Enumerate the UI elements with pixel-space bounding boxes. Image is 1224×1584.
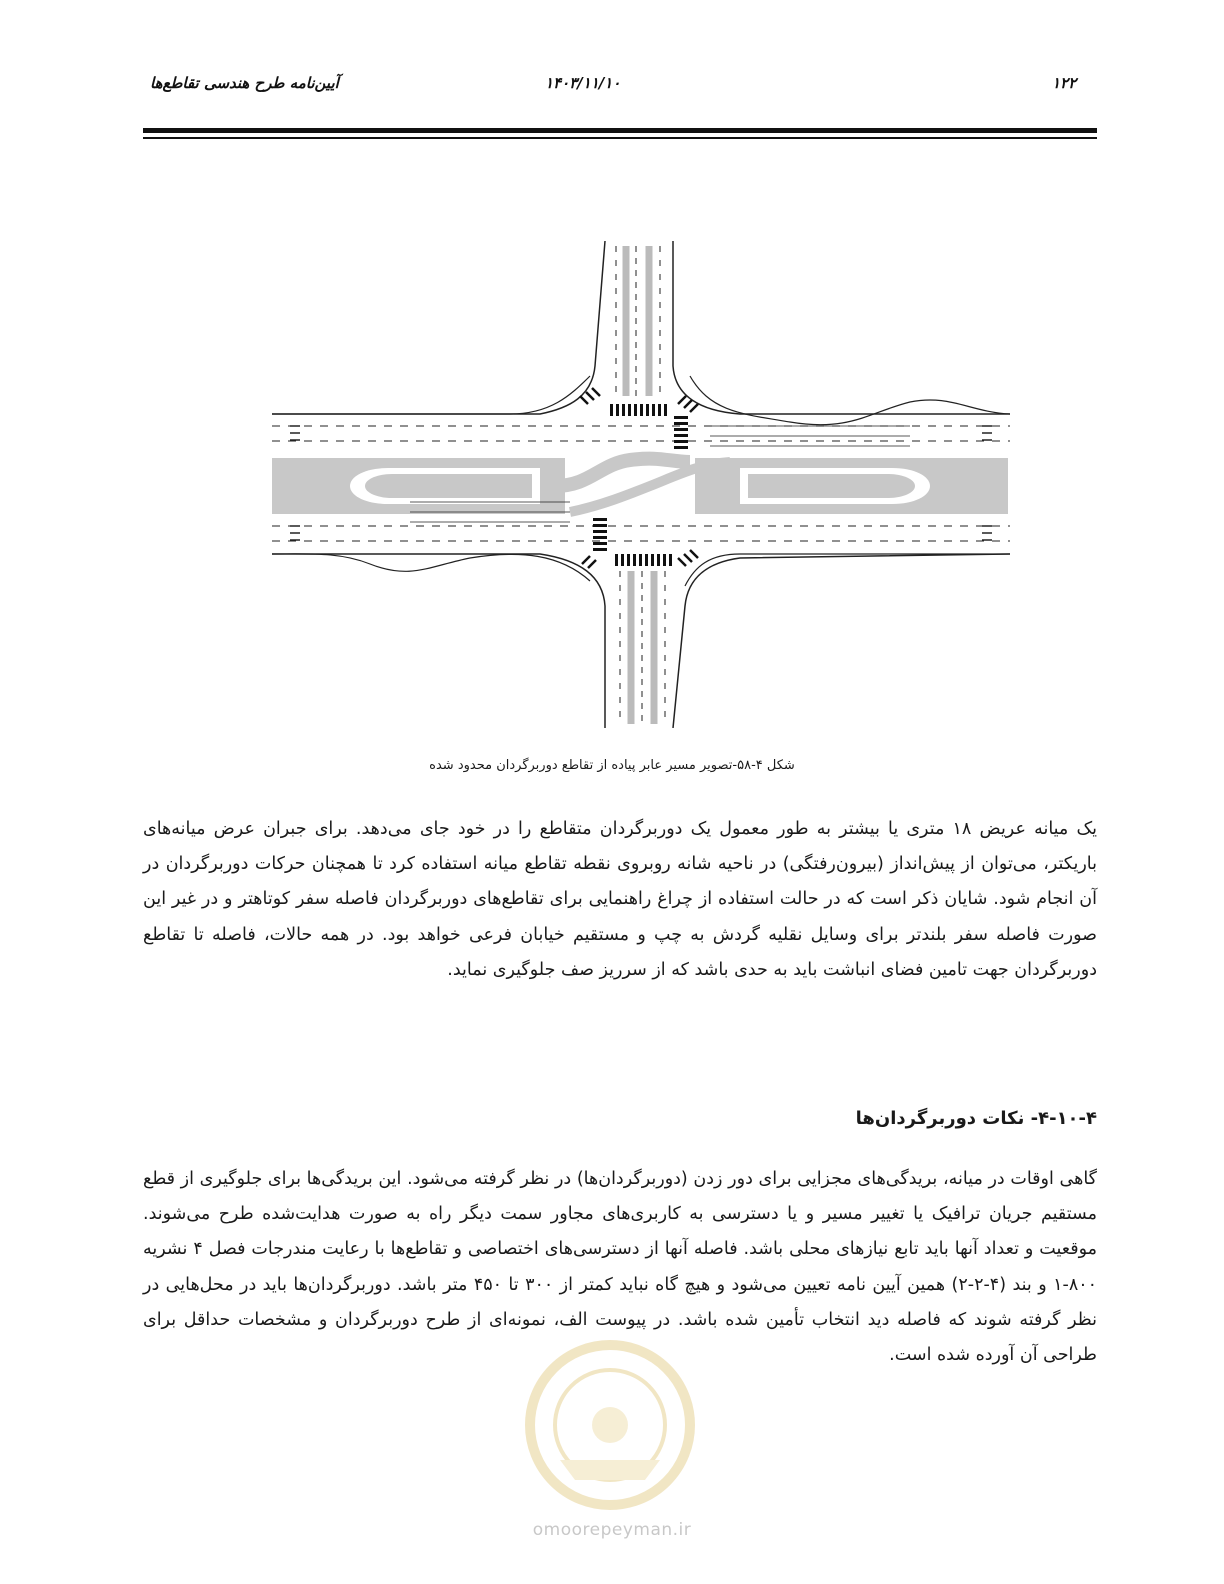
body-paragraph-1 [143, 812, 1097, 988]
header-rule-thick [143, 128, 1097, 133]
running-title: آیین‌نامه طرح هندسی تقاطع‌ها [150, 74, 339, 92]
header-rule-thin [143, 137, 1097, 139]
crosswalk-east [674, 416, 688, 449]
crosswalk-north [610, 404, 667, 416]
watermark-seal-icon [470, 1330, 750, 1520]
figure-caption: شکل ۴-۵۸-تصویر مسیر عابر پیاده از تقاطع دوربرگردان محدود شده [429, 758, 795, 773]
paragraph-2-text: گاهی اوقات در میانه، بریدگی‌های مجزایی برای دور زدن (دوربرگردان‌ها) در نظر گرفته می‌شود. این بریدگی‌ها برای جلوگیری از قطع مستقیم جریان ترافیک یا تغییر مسیر و یا دسترسی به کاربری‌های مجاور سمت دیگر راه به صورت هدایت‌شده طرح می‌شوند. موقعیت و تعداد آنها باید تابع نیازهای محلی باشد. فاصله آنها از دسترسی‌های اختصاصی و تقاطع‌ها با رعایت مندرجات فصل ۴ نشریه ۸۰۰-۱ و بند (۴-۲-۲) همین آیین نامه تعیین می‌شود و هیچ گاه نباید کمتر از ۳۰۰ تا ۴۵۰ متر باشد. دوربرگردان‌ها باید در محل‌هایی در نظر گرفته شوند که فاصله دید انتخاب تأمین شده باشد. در پیوست الف، نمونه‌ای از طرح دوربرگردان و مشخصات حداقل برای طراحی آن آورده شده است. [143, 1169, 1098, 1366]
paragraph-1-text: یک میانه عریض ۱۸ متری یا بیشتر به طور معمول یک دوربرگردان متقاطع را در خود جای می‌دهد. برای جبران عرض میانه‌های باریکتر، می‌توان از پیش‌انداز (بیرون‌رفتگی) در ناحیه شانه روبروی نقطه تقاطع میانه استفاده کرد تا همچنان حرکات دوربرگردان در آن انجام شود. شایان ذکر است که در حالت استفاده از چراغ راهنمایی برای تقاطع‌های دوربرگردان فاصله سفر کوتاهتر و در غیر این صورت فاصله سفر بلندتر برای وسایل نقلیه گردش به چپ و مستقیم خیابان فرعی خواهد بود. در همه حالات، فاصله تا تقاطع دوربرگردان جهت تامین فضای انباشت باید به حدی باشد که از سرریز صف جلوگیری نماید. [143, 819, 1097, 980]
crosswalk-west [593, 518, 607, 551]
section-heading: ۴-۱۰-۴- نکات دوربرگردان‌ها [855, 1108, 1097, 1129]
watermark-url: omoorepeyman.ir [532, 1520, 692, 1540]
intersection-diagram [270, 236, 1012, 728]
page-number: ۱۲۲ [1052, 74, 1077, 92]
crosswalk-south [615, 554, 672, 566]
header-date: ۱۴۰۳/۱۱/۱۰ [545, 74, 621, 92]
